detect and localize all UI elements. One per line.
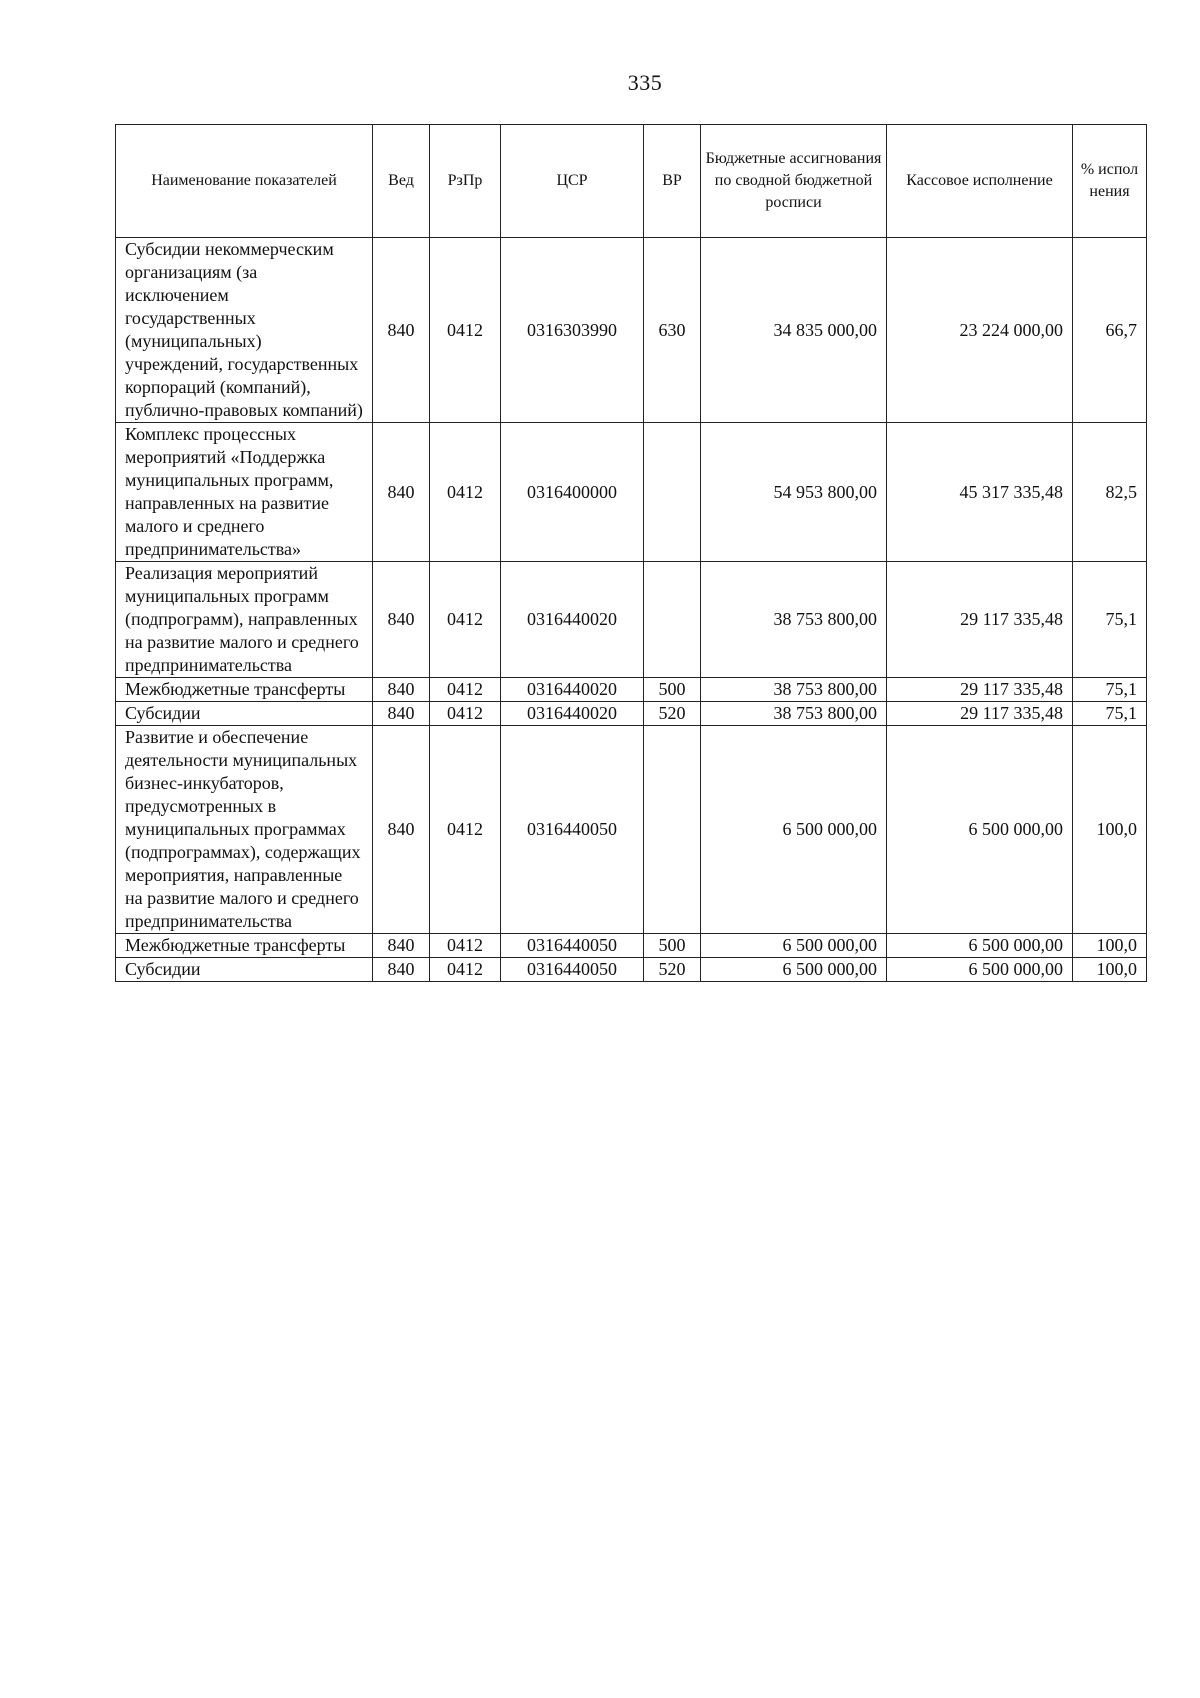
header-vr: ВР [644,125,701,238]
page-number: 335 [627,70,663,95]
cell-pct: 75,1 [1073,678,1147,702]
cell-vr [644,562,701,678]
table-header-row [116,125,1147,238]
cell-csr: 0316440020 [501,702,644,726]
cell-rzpr: 0412 [430,562,501,678]
table-row [116,562,1147,678]
cell-budget: 6 500 000,00 [701,934,887,958]
cell-name: Субсидии [116,702,373,726]
cell-vr: 630 [644,238,701,423]
cell-name: Межбюджетные трансферты [116,934,373,958]
table-row [116,958,1147,982]
cell-name: Реализация мероприятий муниципальных программ (подпрограмм), направленных на развитие малого и среднего предпринимательства [116,562,373,678]
cell-csr: 0316440050 [501,934,644,958]
cell-cash: 29 117 335,48 [887,702,1073,726]
cell-pct: 100,0 [1073,726,1147,934]
cell-rzpr: 0412 [430,678,501,702]
header-cash: Кассовое исполнение [887,125,1073,238]
cell-budget: 6 500 000,00 [701,726,887,934]
cell-csr: 0316440050 [501,726,644,934]
header-budget: Бюджетные ассигнования по сводной бюджетной росписи [701,125,887,238]
header-pct: % испол нения [1073,125,1147,238]
header-rzpr: РзПр [430,125,501,238]
cell-ved: 840 [373,726,430,934]
cell-vr [644,726,701,934]
cell-cash: 45 317 335,48 [887,423,1073,562]
cell-rzpr: 0412 [430,238,501,423]
table-row [116,423,1147,562]
table-row [116,934,1147,958]
table-row [116,238,1147,423]
cell-vr: 520 [644,702,701,726]
cell-budget: 54 953 800,00 [701,423,887,562]
cell-ved: 840 [373,238,430,423]
cell-csr: 0316440050 [501,958,644,982]
cell-vr [644,423,701,562]
cell-pct: 82,5 [1073,423,1147,562]
cell-budget: 38 753 800,00 [701,678,887,702]
cell-name: Субсидии [116,958,373,982]
cell-csr: 0316440020 [501,562,644,678]
cell-ved: 840 [373,678,430,702]
cell-budget: 38 753 800,00 [701,702,887,726]
cell-vr: 500 [644,678,701,702]
cell-ved: 840 [373,562,430,678]
header-ved: Вед [373,125,430,238]
cell-cash: 6 500 000,00 [887,958,1073,982]
cell-ved: 840 [373,934,430,958]
cell-csr: 0316440020 [501,678,644,702]
table-row [116,726,1147,934]
cell-budget: 6 500 000,00 [701,958,887,982]
cell-cash: 6 500 000,00 [887,726,1073,934]
cell-cash: 23 224 000,00 [887,238,1073,423]
cell-vr: 500 [644,934,701,958]
cell-rzpr: 0412 [430,934,501,958]
header-csr: ЦСР [501,125,644,238]
cell-rzpr: 0412 [430,423,501,562]
cell-budget: 34 835 000,00 [701,238,887,423]
cell-name: Субсидии некоммерческим организациям (за исключением государственных (муниципальных) учреждений, государственных корпораций (компаний), публично-правовых компаний) [116,238,373,423]
cell-rzpr: 0412 [430,726,501,934]
cell-cash: 29 117 335,48 [887,562,1073,678]
cell-pct: 66,7 [1073,238,1147,423]
cell-budget: 38 753 800,00 [701,562,887,678]
cell-ved: 840 [373,958,430,982]
table-row [116,678,1147,702]
cell-pct: 100,0 [1073,958,1147,982]
cell-vr: 520 [644,958,701,982]
cell-ved: 840 [373,423,430,562]
cell-cash: 6 500 000,00 [887,934,1073,958]
cell-csr: 0316303990 [501,238,644,423]
cell-pct: 75,1 [1073,562,1147,678]
cell-csr: 0316400000 [501,423,644,562]
header-name: Наименование показателей [116,125,373,238]
cell-rzpr: 0412 [430,958,501,982]
cell-ved: 840 [373,702,430,726]
cell-rzpr: 0412 [430,702,501,726]
cell-pct: 75,1 [1073,702,1147,726]
cell-name: Межбюджетные трансферты [116,678,373,702]
table-row [116,702,1147,726]
cell-name: Развитие и обеспечение деятельности муниципальных бизнес-инкубаторов, предусмотренных в муниципальных программах (подпрограммах), содержащих мероприятия, направленные на развитие малого и среднего предпринимательства [116,726,373,934]
cell-cash: 29 117 335,48 [887,678,1073,702]
cell-pct: 100,0 [1073,934,1147,958]
budget-execution-table [115,124,1147,982]
cell-name: Комплекс процессных мероприятий «Поддержка муниципальных программ, направленных на развитие малого и среднего предпринимательства» [116,423,373,562]
